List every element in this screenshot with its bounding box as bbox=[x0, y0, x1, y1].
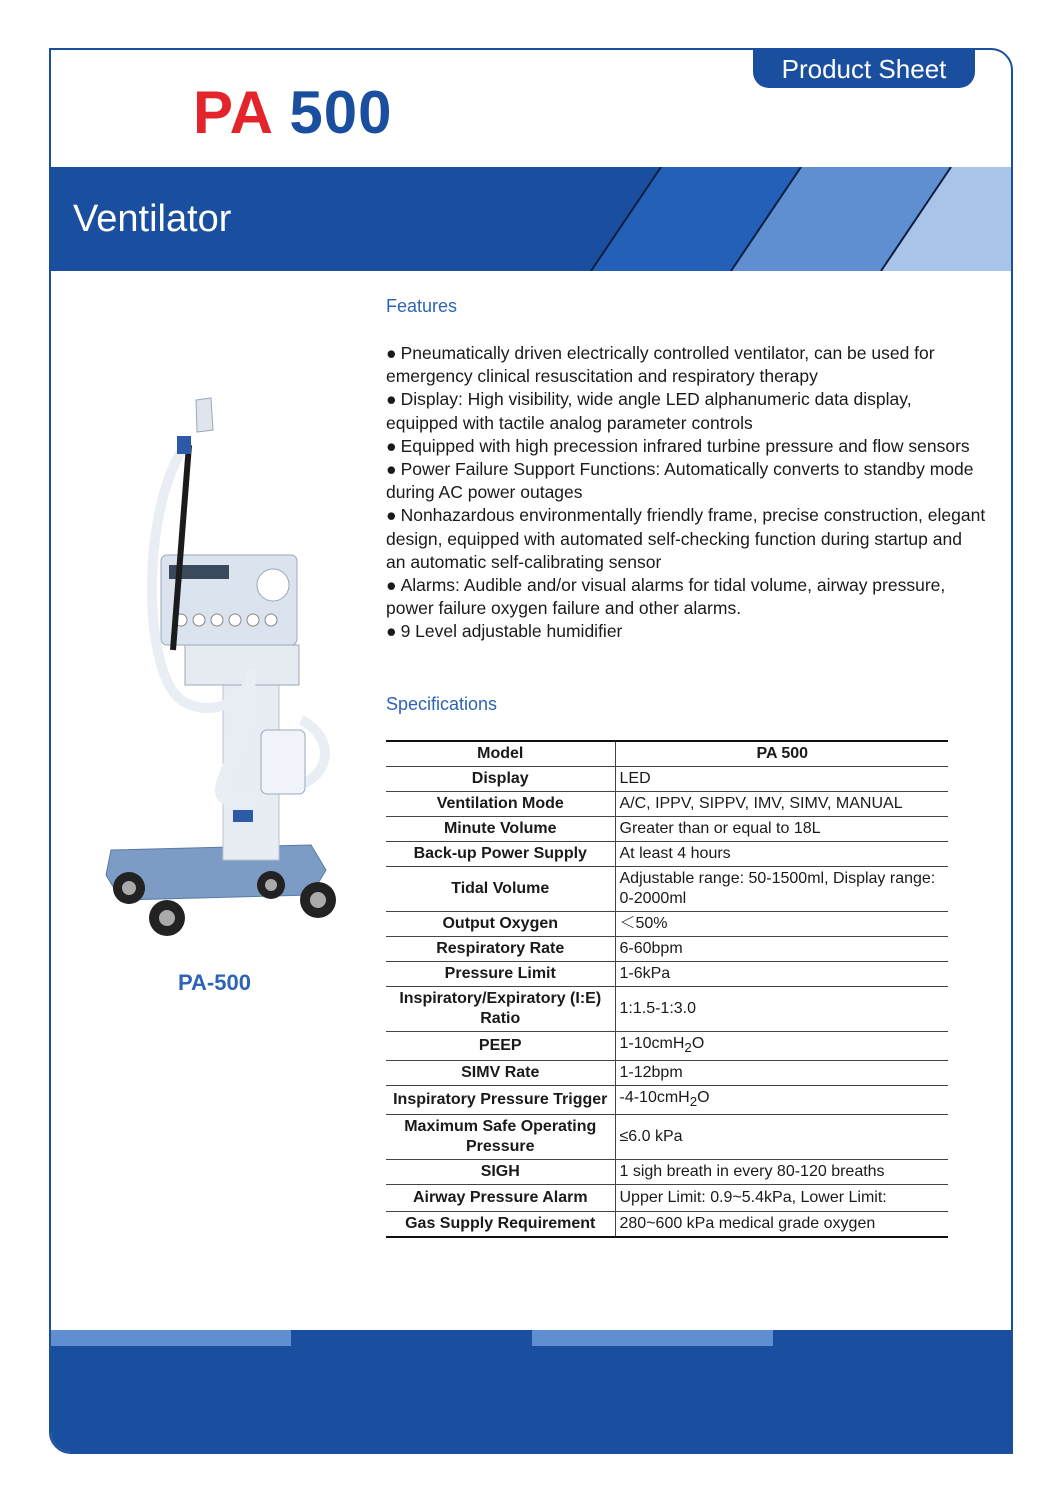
feature-item: ● Alarms: Audible and/or visual alarms for tidal volume, airway pressure, power failure oxygen failure and other alarms. bbox=[386, 575, 946, 619]
spec-key: Tidal Volume bbox=[386, 867, 615, 912]
table-row bbox=[386, 842, 948, 867]
product-caption: PA-500 bbox=[178, 970, 251, 995]
spec-value: -4-10cmH$_2$O bbox=[615, 1086, 948, 1115]
spec-value: ＜50% bbox=[615, 912, 948, 937]
spec-key: Respiratory Rate bbox=[386, 937, 615, 962]
product-sheet-tag: Product Sheet bbox=[753, 50, 975, 88]
feature-item: ● Display: High visibility, wide angle LED alphanumeric data display, equipped with tactile analog parameter controls bbox=[386, 389, 912, 433]
spec-value: At least 4 hours bbox=[615, 842, 948, 867]
spec-key: Airway Pressure Alarm bbox=[386, 1185, 615, 1212]
title-prefix: PA bbox=[193, 79, 272, 146]
spec-key: Model bbox=[386, 741, 615, 767]
spec-value: 1 sigh breath in every 80-120 breaths bbox=[615, 1160, 948, 1185]
table-row bbox=[386, 1061, 948, 1086]
banner-title: Ventilator bbox=[73, 198, 232, 240]
table-row bbox=[386, 962, 948, 987]
features-list bbox=[386, 342, 986, 644]
table-row bbox=[386, 912, 948, 937]
spec-key: Pressure Limit bbox=[386, 962, 615, 987]
footer-bands bbox=[51, 1330, 1013, 1454]
spec-value: 1:1.5-1:3.0 bbox=[615, 987, 948, 1032]
spec-key: Output Oxygen bbox=[386, 912, 615, 937]
table-row bbox=[386, 767, 948, 792]
spec-value: 1-12bpm bbox=[615, 1061, 948, 1086]
spec-value: PA 500 bbox=[615, 741, 948, 767]
spec-key: Inspiratory/Expiratory (I:E) Ratio bbox=[386, 987, 615, 1032]
product-sheet bbox=[49, 48, 1013, 1454]
spec-value: 6-60bpm bbox=[615, 937, 948, 962]
bullet-icon: ● bbox=[386, 575, 397, 596]
ventilator-device-image bbox=[101, 340, 351, 950]
spec-key: Maximum Safe Operating Pressure bbox=[386, 1115, 615, 1160]
table-row bbox=[386, 1032, 948, 1061]
bullet-icon: ● bbox=[386, 343, 397, 363]
table-row bbox=[386, 867, 948, 912]
table-row bbox=[386, 1212, 948, 1238]
feature-item: ● Power Failure Support Functions: Automatically converts to standby mode during AC power outages bbox=[386, 459, 974, 503]
spec-key: PEEP bbox=[386, 1032, 615, 1061]
bullet-icon: ● bbox=[386, 389, 397, 410]
feature-item: ● 9 Level adjustable humidifier bbox=[386, 621, 623, 642]
feature-item: ● Nonhazardous environmentally friendly frame, precise construction, elegant design, equipped with automated self-checking function during startup and an automatic self-calibrating sensor bbox=[386, 505, 986, 572]
spec-key: SIGH bbox=[386, 1160, 615, 1185]
table-row bbox=[386, 1160, 948, 1185]
spec-key: Ventilation Mode bbox=[386, 792, 615, 817]
table-row bbox=[386, 741, 948, 767]
spec-key: Minute Volume bbox=[386, 817, 615, 842]
table-row bbox=[386, 817, 948, 842]
spec-key: SIMV Rate bbox=[386, 1061, 615, 1086]
bullet-icon: ● bbox=[386, 459, 397, 480]
spec-value: A/C, IPPV, SIPPV, IMV, SIMV, MANUAL bbox=[615, 792, 948, 817]
feature-item: ● Pneumatically driven electrically controlled ventilator, can be used for emergency clinical resuscitation and respiratory therapy bbox=[386, 343, 935, 387]
bullet-icon: ● bbox=[386, 621, 397, 642]
spec-value: ≤6.0 kPa bbox=[615, 1115, 948, 1160]
spec-key: Inspiratory Pressure Trigger bbox=[386, 1086, 615, 1115]
bullet-icon: ● bbox=[386, 505, 397, 526]
table-row bbox=[386, 937, 948, 962]
table-row bbox=[386, 1185, 948, 1212]
table-row bbox=[386, 792, 948, 817]
specifications-heading: Specifications bbox=[386, 694, 498, 714]
spec-key: Back-up Power Supply bbox=[386, 842, 615, 867]
table-row bbox=[386, 1086, 948, 1115]
table-row bbox=[386, 987, 948, 1032]
spec-value: 1-6kPa bbox=[615, 962, 948, 987]
spec-value: Greater than or equal to 18L bbox=[615, 817, 948, 842]
product-title bbox=[193, 78, 392, 147]
spec-value: Adjustable range: 50-1500ml, Display range: 0-2000ml bbox=[615, 867, 948, 912]
spec-value: LED bbox=[615, 767, 948, 792]
bullet-icon: ● bbox=[386, 435, 397, 456]
specifications-table bbox=[386, 740, 948, 1238]
features-heading: Features bbox=[386, 296, 458, 316]
title-number: 500 bbox=[289, 79, 393, 146]
spec-value: 280~600 kPa medical grade oxygen bbox=[615, 1212, 948, 1238]
spec-value: Upper Limit: 0.9~5.4kPa, Lower Limit: bbox=[615, 1185, 948, 1212]
feature-item: ● Equipped with high precession infrared turbine pressure and flow sensors bbox=[386, 435, 970, 456]
spec-key: Display bbox=[386, 767, 615, 792]
spec-value: 1-10cmH$_2$O bbox=[615, 1032, 948, 1061]
spec-key: Gas Supply Requirement bbox=[386, 1212, 615, 1238]
table-row bbox=[386, 1115, 948, 1160]
